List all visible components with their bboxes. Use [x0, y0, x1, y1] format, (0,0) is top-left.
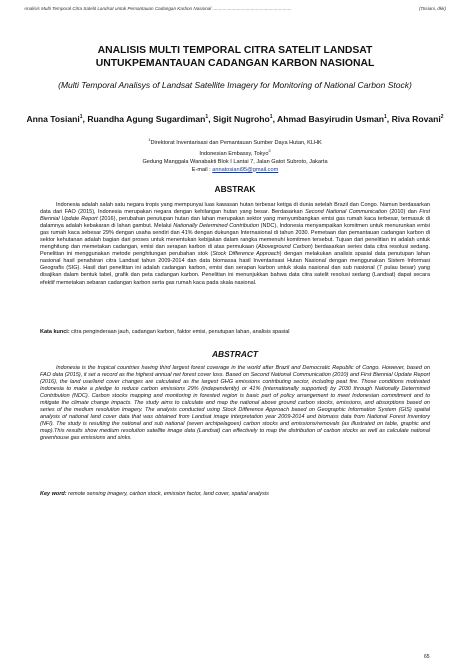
kata-kunci-text: citra penginderaan jauh, cadangan karbon, faktor emisi, penutupan lahan, analisis spasial — [69, 329, 290, 335]
author: Anna Tosiani$^1$, — [26, 113, 88, 124]
title-line-1: ANALISIS MULTI TEMPORAL CITRA SATELIT LANDSAT — [97, 45, 373, 56]
affiliation-2: Indonesian Embassy, Tokyo$^2$ — [199, 148, 271, 158]
abstrak-body: Indonesia adalah salah satu negara tropis yang mempunyai luas kawasan hutan terbesar ketiga di dunia setelah Brazil dan Congo. Namun berdasarkan data dari FAO (2015), Indonesia merupakan negara dengan kehilangan hutan yang besar. Berdasarkan Second National Communication (2010) dan First Biennial Update Report (2016), perubahan penutupan hutan dan lahan merupakan sektor yang menyumbangkan emisi gas rumah kaca terbesar, termasuk di dalamnya adalah kebakaran di lahan gambut. Melalui Nationally Determined Contribution (NDC), Indonesia menyampaikan komitmen untuk menurunkan emisi gas rumah kaca sebesar 29% dengan usaha sendiri dan 41% dengan dukungan Internasional di tahun 2030. Pemetaan dan pemantauan cadangan karbon di sektor kehutanan adalah bagian dari proses untuk menentukan kebijakan dalam rangka memenuhi komitmen tersebut. Tujuan dari penelitian ini adalah untuk menghitung dan memetakan cadangan, emisi dan serapan karbon di atas permukaan (Aboveground Carbon) berdasarkan series data citra resolusi sedang. Penelitian ini menggunakan metode penghitungan perubahan stok (Stock Difference Approach) dengan melakukan analisis spasial data penutupan lahan nasional hasil penafsiran citra Landsat tahun 2009-2014 dan data biomassa hasil Inventarisasi Hutan Nasional dengan menggunakan Sistem Informasi Geografis (SIG). Hasil dari penelitian ini adalah cadangan karbon, emisi dan serapan karbon untuk skala nasional dan sub nasional (7 pulau besar) yang disajikan dalam bentuk tabel, grafik dan peta cadangan karbon. Penelitian ini menunjukkan bahwa data citra satelit resolusi sedang (Landsat) dapat secara efektif memetakan sebaran cadangan karbon serta gas rumah kaca pada skala nasional. — [40, 202, 431, 286]
kata-kunci-label: Kata kunci: — [40, 329, 70, 335]
abstract-body: Indonesia is the tropical countries having third largest forest coverage in the world after Brazil and Democratic Republic of Congo. However, based on FAO data (2015), it set a record as the highest annual net forest cover loss. Based on Second National Communication (2010) and First Biennial Update Report (2016), the land use/land cover changes are calculated as the largest GHG emissions contributing sector, including peat fire. Those conditions motivated Indonesia to make a pledge to reduce carbon emissions 29% (independently) or 41% (internationally supported) by 2030 through Nationally Determined Contribution (NDC). Carbon stocks mapping and monitoring in forested region is basic part of policy arrangement to meet Indonesian commitment and to mitigate the climate change impacts. The study aims to calculate and map the national above ground carbon stocks, emissions, and absorptions based on series of the medium resolution imagery. The analysis conducted using Stock Difference Approach based on Geographic Information System (GIS) spatial analysis of national land cover data that was obtained from Landsat image interpretation year 2009-2014 and biomass data from National Forest Inventory (NFI). The study is resulting the national and sub national (seven archipelagoes) carbon stocks and emissions/removals (as illustrated on table, graphic and map).This results show medium resolution satellite image data (Landsat) can effectively to map the distribution of carbon stocks as well as calculate national greenhouse gas emissions and sinks. — [40, 365, 430, 442]
author: Sigit Nugroho$^1$, — [212, 113, 278, 124]
running-header — [24, 6, 446, 11]
running-header-right: (Tosiani, dkk) — [418, 6, 446, 11]
abstrak-heading: ABSTRAK — [214, 184, 256, 194]
paper-subtitle: (Multi Temporal Analisys of Landsat Satellite Imagery for Monitoring of National Carbon Stock) — [58, 80, 412, 90]
kata-kunci — [40, 329, 430, 336]
affiliation-1: $^1$Direktorat Inventarisasi dan Pemantauan Sumber Daya Hutan, KLHK — [148, 137, 322, 146]
email-link[interactable]: annatosiani95@gmail.com — [212, 166, 279, 173]
author: Riva Rovani$^2$ — [391, 113, 444, 124]
key-words — [40, 491, 430, 498]
key-words-label: Key word: — [40, 491, 67, 497]
paper-title — [24, 45, 446, 70]
affiliation-email: E-mail : annatosiani95@gmail.com — [191, 166, 279, 173]
title-line-2: UNTUKPEMANTAUAN CADANGAN KARBON NASIONAL — [95, 57, 375, 69]
affiliation-address: Gedung Manggala Wanabakti Blok I Lantai 7, Jalan Gatot Subroto, Jakarta — [142, 158, 328, 165]
page-number: 65 — [424, 654, 430, 660]
key-words-text: remote sensing imagery, carbon stock, emission factor, land cover, spatial analysis — [66, 491, 269, 497]
running-header-left: Analisis Multi Temporal Citra Satelit Landsat untuk Pemantauan Cadangan Karbon Nasional .............................................................. — [24, 6, 292, 11]
author-list — [24, 112, 446, 125]
abstract-heading: ABSTRACT — [211, 349, 259, 359]
affiliations — [24, 136, 446, 174]
author: Ruandha Agung Sugardiman$^1$, — [87, 113, 213, 124]
author: Ahmad Basyirudin Usman$^1$, — [277, 113, 392, 124]
